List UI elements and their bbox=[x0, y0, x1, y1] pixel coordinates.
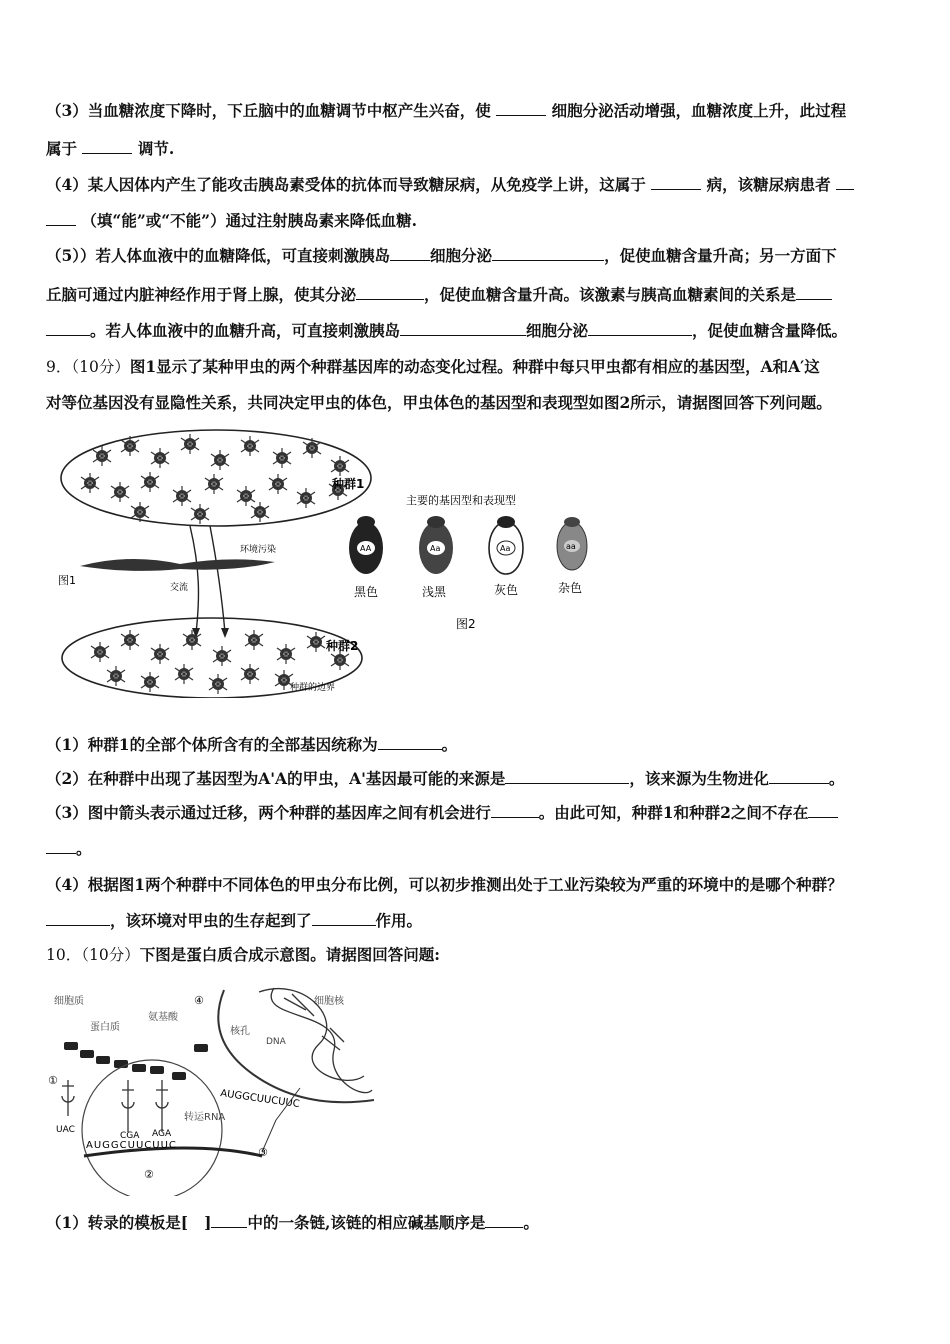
q9-sub3-line1 bbox=[46, 802, 910, 824]
q8-p5-text-g: 细胞分泌 bbox=[526, 321, 589, 340]
marker-3: ③ bbox=[258, 1146, 268, 1159]
q8-part5-line2 bbox=[46, 284, 910, 306]
q8-p4-text-b: 病，该糖尿病患者 bbox=[706, 175, 831, 194]
q9-s2-text-a: （2）在种群中出现了基因型为A'A的甲虫，A'基因最可能的来源是 bbox=[46, 769, 506, 788]
q9-s2-text-b: ，该来源为生物进化 bbox=[629, 769, 769, 788]
q8-p3-text-c: 属于 bbox=[46, 139, 78, 158]
q10-sub1 bbox=[46, 1212, 910, 1234]
trna-molecules bbox=[62, 1080, 168, 1132]
answer-blank[interactable] bbox=[836, 175, 854, 190]
marker-4: ④ bbox=[194, 994, 204, 1007]
migration-arrow bbox=[210, 526, 225, 633]
pore-label: 核孔 bbox=[230, 1026, 250, 1037]
pollution-band bbox=[80, 559, 275, 571]
q9-s3-text-b: 。由此可知，种群1和种群2之间不存在 bbox=[538, 803, 809, 822]
exchange-label: 交流 bbox=[170, 583, 189, 593]
answer-blank[interactable] bbox=[588, 321, 692, 336]
q10-s1-text-d: 。 bbox=[523, 1213, 539, 1232]
genotype-label: aa bbox=[566, 542, 576, 551]
q8-p5-text-c: ，促使血糖含量升高；另一方面下 bbox=[604, 246, 837, 265]
beetle-aa-mixed bbox=[557, 517, 587, 570]
beetle-figure-svg bbox=[50, 428, 610, 698]
q9-sub2 bbox=[46, 768, 910, 790]
beetle-aa-gray bbox=[489, 516, 523, 574]
answer-blank[interactable] bbox=[82, 139, 132, 154]
q9-sub3-line2 bbox=[46, 838, 910, 860]
phenotype-label: 杂色 bbox=[558, 581, 583, 595]
q8-p5-text-b: 细胞分泌 bbox=[430, 246, 493, 265]
q8-part4-line2 bbox=[46, 210, 910, 232]
q8-p5-text-e: ，促使血糖含量升高。该激素与胰高血糖素间的关系是 bbox=[424, 285, 797, 304]
q9-s2-text-c: 。 bbox=[828, 769, 845, 788]
q8-part5-line3 bbox=[46, 320, 910, 342]
genotype-label: Aa bbox=[430, 544, 441, 553]
answer-blank[interactable] bbox=[400, 321, 526, 336]
protein-label: 蛋白质 bbox=[90, 1022, 120, 1033]
protein-synthesis-figure bbox=[44, 980, 374, 1196]
boundary-label: 种群的边界 bbox=[290, 683, 336, 693]
phenotype-label: 灰色 bbox=[494, 583, 519, 597]
trna-label: 转运RNA bbox=[184, 1112, 226, 1123]
q8-part3-line2 bbox=[46, 138, 910, 160]
q8-p3-text-d: 调节. bbox=[137, 139, 175, 158]
q10-s1-text-b: ] bbox=[204, 1213, 212, 1232]
answer-blank[interactable] bbox=[356, 285, 424, 300]
q9-number: 9．（10分） bbox=[46, 358, 130, 376]
nuclear-envelope bbox=[218, 990, 374, 1102]
population-1-beetles bbox=[81, 434, 349, 524]
q8-part3-line1 bbox=[46, 100, 910, 122]
q10-number: 10．（10分） bbox=[46, 946, 140, 964]
q9-stem-a: 图1显示了某种甲虫的两个种群基因库的动态变化过程。种群中每只甲虫都有相应的基因型，A和A′这 bbox=[129, 357, 820, 376]
q8-part4-line1 bbox=[46, 174, 910, 196]
marker-1: ① bbox=[48, 1074, 58, 1087]
answer-blank[interactable] bbox=[378, 735, 442, 750]
q9-s1-text-b: 。 bbox=[441, 735, 458, 754]
mrna-top-seq: AUGGCUUCUUC bbox=[219, 1088, 301, 1111]
q9-stem-line2 bbox=[46, 392, 910, 414]
q10-stem-text: 下图是蛋白质合成示意图。请据图回答问题: bbox=[139, 945, 440, 964]
amino-acid-label: 氨基酸 bbox=[148, 1012, 178, 1023]
anticodon-uac: UAC bbox=[56, 1125, 75, 1135]
answer-blank[interactable] bbox=[651, 175, 701, 190]
genotype-label: AA bbox=[360, 544, 372, 553]
answer-blank[interactable] bbox=[491, 803, 539, 818]
population-1-label: 种群1 bbox=[332, 477, 365, 491]
protein-synthesis-svg bbox=[44, 980, 374, 1196]
answer-blank[interactable] bbox=[46, 911, 110, 926]
fig1-label: 图1 bbox=[58, 574, 76, 587]
answer-blank[interactable] bbox=[769, 769, 829, 784]
marker-2: ② bbox=[144, 1168, 154, 1181]
answer-blank[interactable] bbox=[46, 839, 76, 854]
mrna-sequence: AUGGCUUCUUC bbox=[86, 1140, 177, 1151]
q8-part5-line1 bbox=[46, 245, 910, 267]
q9-stem-line1 bbox=[46, 356, 910, 378]
cytoplasm-label: 细胞质 bbox=[54, 996, 84, 1007]
answer-blank[interactable] bbox=[312, 911, 376, 926]
q10-stem bbox=[46, 944, 910, 966]
polypeptide-chain bbox=[64, 1042, 208, 1080]
q9-s4-text-a: （4）根据图1两个种群中不同体色的甲虫分布比例，可以初步推测出处于工业污染较为严重的环境中的是哪个种群？ bbox=[46, 875, 843, 894]
beetle-population-figure bbox=[50, 428, 610, 698]
answer-blank[interactable] bbox=[808, 803, 838, 818]
q9-s1-text-a: （1）种群1的全部个体所含有的全部基因统称为 bbox=[46, 735, 378, 754]
beetle-aa-light-black bbox=[419, 516, 453, 574]
phenotype-label: 浅黑 bbox=[422, 585, 447, 599]
genotype-label: Aa bbox=[500, 544, 511, 553]
q9-s3-text-a: （3）图中箭头表示通过迁移，两个种群的基因库之间有机会进行 bbox=[46, 803, 491, 822]
answer-blank[interactable] bbox=[390, 246, 430, 261]
q8-p5-text-h: ，促使血糖含量降低。 bbox=[692, 321, 848, 340]
phenotype-label: 黑色 bbox=[354, 585, 379, 599]
q8-p5-text-d: 丘脑可通过内脏神经作用于肾上腺，使其分泌 bbox=[46, 285, 357, 304]
answer-blank[interactable] bbox=[505, 769, 629, 784]
beetle-aa-black bbox=[349, 516, 383, 574]
q9-sub1 bbox=[46, 734, 910, 756]
anticodon-aga: AGA bbox=[152, 1129, 172, 1139]
q8-p5-text-a: （5））若人体血液中的血糖降低，可直接刺激胰岛 bbox=[46, 246, 391, 265]
fig2-title: 主要的基因型和表现型 bbox=[406, 494, 516, 507]
answer-blank[interactable] bbox=[496, 101, 546, 116]
answer-blank[interactable] bbox=[492, 246, 604, 261]
q8-p5-text-f: 。若人体血液中的血糖升高，可直接刺激胰岛 bbox=[90, 321, 401, 340]
q9-sub4-line2 bbox=[46, 910, 910, 932]
fig2-label: 图2 bbox=[456, 617, 476, 631]
population-2-label: 种群2 bbox=[326, 639, 359, 653]
q10-s1-text-a: （1）转录的模板是[ bbox=[46, 1213, 189, 1232]
answer-blank[interactable] bbox=[485, 1213, 523, 1228]
q10-s1-text-c: 中的一条链,该链的相应碱基顺序是 bbox=[247, 1213, 486, 1232]
q8-p3-text-a: （3）当血糖浓度下降时，下丘脑中的血糖调节中枢产生兴奋，使 bbox=[46, 101, 491, 120]
nucleus-label: 细胞核 bbox=[314, 996, 344, 1007]
migration-arrow bbox=[190, 526, 198, 633]
answer-blank[interactable] bbox=[46, 321, 90, 336]
q9-s4-text-b: ，该环境对甲虫的生存起到了 bbox=[110, 911, 312, 930]
q9-stem-b: 对等位基因没有显隐性关系，共同决定甲虫的体色，甲虫体色的基因型和表现型如图2所示，请据图回答下列问题。 bbox=[46, 393, 832, 412]
answer-blank[interactable] bbox=[796, 285, 832, 300]
q9-sub4-line1 bbox=[46, 874, 910, 896]
arrow-head bbox=[221, 628, 229, 638]
q8-p4-text-c: （填“能”或“不能”）通过注射胰岛素来降低血糖. bbox=[81, 211, 417, 230]
answer-blank[interactable] bbox=[211, 1213, 247, 1228]
q9-s4-text-c: 作用。 bbox=[375, 911, 423, 930]
population-1-ellipse bbox=[61, 430, 371, 526]
q8-p4-text-a: （4）某人因体内产生了能攻击胰岛素受体的抗体而导致糖尿病，从免疫学上讲，这属于 bbox=[46, 175, 646, 194]
q9-s3-text-c: 。 bbox=[76, 839, 92, 858]
dna-label: DNA bbox=[266, 1037, 286, 1047]
anticodon-cga: CGA bbox=[120, 1131, 140, 1141]
q8-p3-text-b: 细胞分泌活动增强，血糖浓度上升，此过程 bbox=[551, 101, 847, 120]
pollution-label: 环境污染 bbox=[240, 545, 277, 555]
answer-blank[interactable] bbox=[46, 211, 76, 226]
